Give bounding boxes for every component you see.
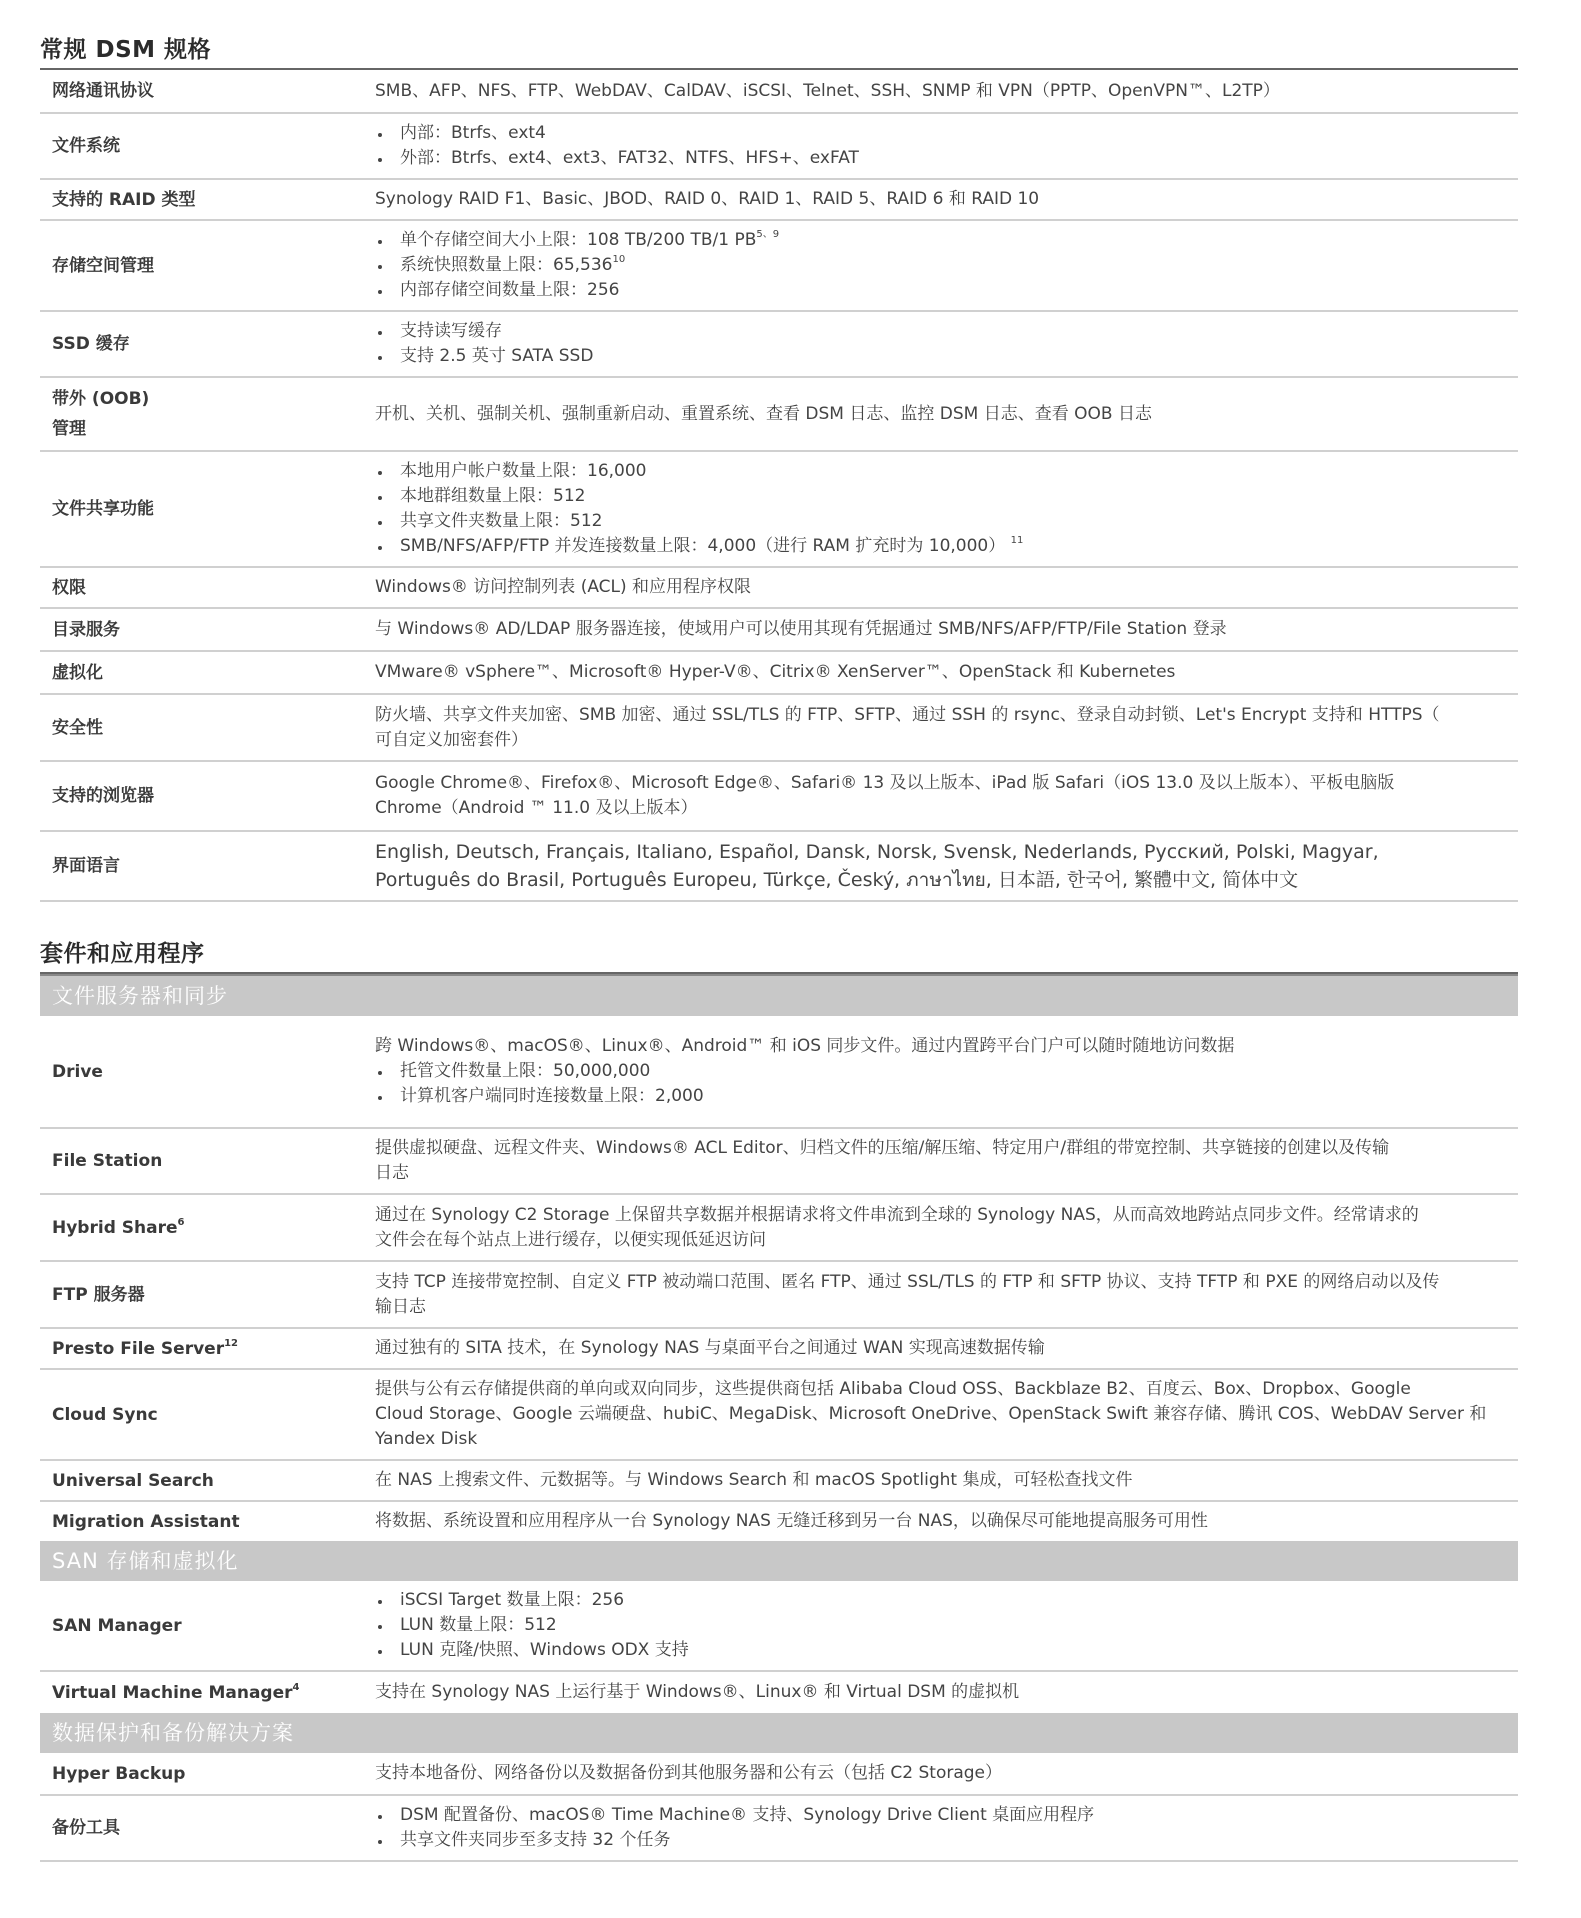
- bullet-text: SMB/NFS/AFP/FTP 并发连接数量上限：4,000（进行 RAM 扩充时为 10,000）: [400, 536, 1006, 556]
- spec-label: Universal Search: [52, 1470, 214, 1491]
- spec-value: [375, 79, 1518, 104]
- spec-text: VMware® vSphere™、Microsoft® Hyper-V®、Citrix® XenServer™、OpenStack 和 Kubernetes: [375, 662, 1176, 682]
- spec-text: 将数据、系统设置和应用程序从一台 Synology NAS 无缝迁移到另一台 NAS，以确保尽可能地提高服务可用性: [375, 1511, 1208, 1531]
- spec-row: [40, 1129, 1518, 1195]
- bullet-item: LUN 克隆/快照、Windows ODX 支持: [375, 1638, 1518, 1663]
- spec-text: 跨 Windows®、macOS®、Linux®、Android™ 和 iOS 同步文件。通过内置跨平台门户可以随时随地访问数据: [375, 1036, 1235, 1056]
- spec-value: [375, 187, 1518, 212]
- spec-text: 支持在 Synology NAS 上运行基于 Windows®、Linux® 和 Virtual DSM 的虚拟机: [375, 1682, 1020, 1702]
- spec-label: Hyper Backup: [52, 1763, 186, 1784]
- spec-value: [375, 1203, 1518, 1253]
- spec-label: SAN Manager: [52, 1615, 182, 1636]
- footnote-ref: 4: [292, 1681, 300, 1693]
- spec-label: 支持的浏览器: [52, 786, 154, 806]
- spec-row: [40, 1016, 1518, 1129]
- spec-value: [375, 1588, 1518, 1663]
- spec-label: 存储空间管理: [52, 255, 154, 276]
- spec-value: [375, 575, 1518, 600]
- bullet-item: 本地群组数量上限：512: [375, 484, 1518, 509]
- bullet-text: 系统快照数量上限：65,536: [400, 255, 613, 275]
- spec-label: [40, 1334, 375, 1364]
- spec-label: 备份工具: [52, 1818, 120, 1838]
- spec-row: [40, 1502, 1518, 1541]
- spec-value: [375, 771, 1518, 821]
- bullet-item: 内部：Btrfs、ext4: [375, 121, 1518, 146]
- spec-row: [40, 652, 1518, 695]
- spec-row: [40, 114, 1518, 180]
- spec-value: [375, 459, 1518, 559]
- spec-text: Português do Brasil, Português Europeu, Türkçe, Český, ภาษาไทย, 日本語, 한국어, 繁體中文, 简体中文: [375, 869, 1299, 891]
- spec-label: Drive: [52, 1061, 103, 1082]
- spec-text: 输日志: [375, 1296, 426, 1317]
- spec-text: SMB、AFP、NFS、FTP、WebDAV、CalDAV、iSCSI、Telnet、SSH、SNMP 和 VPN（PPTP、OpenVPN™、L2TP）: [375, 80, 1280, 101]
- spec-text: Chrome（Android ™ 11.0 及以上版本）: [375, 798, 698, 818]
- section-title-apps: [40, 920, 1518, 974]
- spec-text: Cloud Storage、Google 云端硬盘、hubiC、MegaDisk、Microsoft OneDrive、OpenStack Swift 兼容存储、腾讯 COS、WebDAV Server 和: [375, 1404, 1487, 1424]
- spec-row: [40, 1262, 1518, 1329]
- spec-value: [375, 121, 1518, 171]
- bullet-item: 共享文件夹同步至多支持 32 个任务: [375, 1828, 1518, 1853]
- bullet-text: 单个存储空间大小上限：108 TB/200 TB/1 PB: [400, 230, 757, 250]
- footnote-ref: 10: [612, 254, 626, 266]
- spec-label: [40, 384, 375, 444]
- spec-row: [40, 378, 1518, 452]
- spec-row: [40, 762, 1518, 832]
- spec-row: [40, 568, 1518, 609]
- spec-row: [40, 609, 1518, 652]
- spec-label: Migration Assistant: [52, 1511, 240, 1532]
- spec-label-text: Virtual Machine Manager: [52, 1682, 293, 1703]
- bullet-item: 共享文件夹数量上限：512: [375, 509, 1518, 534]
- spec-label-text: Presto File Server: [52, 1338, 225, 1359]
- spec-text: 提供与公有云存储提供商的单向或双向同步，这些提供商包括 Alibaba Cloud OSS、Backblaze B2、百度云、Box、Dropbox、Google: [375, 1379, 1411, 1399]
- spec-label: 界面语言: [52, 856, 120, 876]
- spec-value: [375, 1034, 1518, 1109]
- spec-value: [375, 617, 1518, 642]
- bullet-item: [375, 278, 1518, 303]
- spec-row: [40, 1796, 1518, 1862]
- spec-row: [40, 1370, 1518, 1461]
- spec-value: [375, 703, 1518, 753]
- spec-label: 支持的 RAID 类型: [52, 189, 196, 210]
- spec-text: 支持 TCP 连接带宽控制、自定义 FTP 被动端口范围、匿名 FTP、通过 SSL/TLS 的 FTP 和 SFTP 协议、支持 TFTP 和 PXE 的网络启动以及传: [375, 1271, 1440, 1292]
- spec-sheet: [40, 0, 1518, 1862]
- spec-label: [40, 1213, 375, 1243]
- spec-text: Google Chrome®、Firefox®、Microsoft Edge®、Safari® 13 及以上版本、iPad 版 Safari（iOS 13.0 及以上版本）、平板电脑版: [375, 773, 1395, 793]
- spec-row: [40, 70, 1518, 114]
- spec-label: 权限: [52, 577, 86, 598]
- spec-row: [40, 1461, 1518, 1502]
- spec-value: [375, 660, 1518, 685]
- bullet-item: 支持读写缓存: [375, 319, 1518, 344]
- spec-value: [375, 1680, 1518, 1705]
- spec-row: [40, 695, 1518, 762]
- spec-text: 通过在 Synology C2 Storage 上保留共享数据并根据请求将文件串流到全球的 Synology NAS，从而高效地跨站点同步文件。经常请求的: [375, 1204, 1419, 1225]
- footnote-ref: 11: [1010, 535, 1024, 547]
- spec-text: 提供虚拟硬盘、远程文件夹、Windows® ACL Editor、归档文件的压缩/解压缩、特定用户/群组的带宽控制、共享链接的创建以及传输: [375, 1138, 1390, 1158]
- spec-text: Yandex Disk: [375, 1429, 478, 1449]
- section-title-text: 套件和应用程序: [40, 941, 205, 967]
- bullet-text: 内部存储空间数量上限：256: [400, 280, 620, 300]
- spec-value: [375, 402, 1518, 427]
- spec-text: 文件会在每个站点上进行缓存，以便实现低延迟访问: [375, 1229, 766, 1250]
- spec-label-line: 带外 (OOB): [52, 389, 150, 409]
- spec-text: Synology RAID F1、Basic、JBOD、RAID 0、RAID 1、RAID 5、RAID 6 和 RAID 10: [375, 189, 1040, 209]
- spec-label: 目录服务: [52, 619, 120, 640]
- spec-row: [40, 1329, 1518, 1370]
- group-header: 数据保护和备份解决方案: [40, 1713, 1518, 1753]
- footnote-ref: 5、9: [756, 229, 780, 241]
- spec-value: [375, 228, 1518, 303]
- spec-value: [375, 1270, 1518, 1320]
- spec-row: [40, 452, 1518, 568]
- spec-value: [375, 1136, 1518, 1186]
- footnote-ref: 12: [224, 1337, 239, 1349]
- bullet-item: 托管文件数量上限：50,000,000: [375, 1059, 1518, 1084]
- spec-label-text: Hybrid Share: [52, 1217, 178, 1238]
- spec-row: [40, 1581, 1518, 1672]
- spec-row: [40, 312, 1518, 378]
- spec-label: Cloud Sync: [52, 1404, 158, 1425]
- spec-text: 通过独有的 SITA 技术，在 Synology NAS 与桌面平台之间通过 WAN 实现高速数据传输: [375, 1338, 1045, 1358]
- spec-value: [375, 838, 1518, 894]
- spec-label: 网络通讯协议: [52, 81, 154, 101]
- spec-value: [375, 1468, 1518, 1493]
- group-header: SAN 存储和虚拟化: [40, 1541, 1518, 1581]
- spec-label: FTP 服务器: [52, 1284, 145, 1305]
- spec-text: 可自定义加密套件）: [375, 729, 528, 750]
- spec-row: [40, 832, 1518, 902]
- bullet-item: 外部：Btrfs、ext4、ext3、FAT32、NTFS、HFS+、exFAT: [375, 146, 1518, 171]
- spec-text: 防火墙、共享文件夹加密、SMB 加密、通过 SSL/TLS 的 FTP、SFTP、通过 SSH 的 rsync、登录自动封锁、Let's Encrypt 支持和 HTTPS（: [375, 704, 1440, 725]
- bullet-item: [375, 253, 1518, 278]
- spec-label: 文件系统: [52, 136, 120, 156]
- spec-text: 支持本地备份、网络备份以及数据备份到其他服务器和公有云（包括 C2 Storage）: [375, 1763, 1003, 1783]
- bullet-item: 计算机客户端同时连接数量上限：2,000: [375, 1084, 1518, 1109]
- spec-row: [40, 1753, 1518, 1796]
- spec-label: 安全性: [52, 717, 103, 738]
- spec-row: [40, 221, 1518, 312]
- bullet-item: DSM 配置备份、macOS® Time Machine® 支持、Synology Drive Client 桌面应用程序: [375, 1803, 1518, 1828]
- spec-label: 虚拟化: [52, 662, 103, 683]
- bullet-item: [375, 534, 1518, 559]
- spec-value: [375, 1509, 1518, 1534]
- spec-label: 文件共享功能: [52, 499, 154, 519]
- spec-row: [40, 180, 1518, 221]
- spec-label: [40, 1678, 375, 1708]
- spec-value: [375, 1336, 1518, 1361]
- spec-text: English, Deutsch, Français, Italiano, Español, Dansk, Norsk, Svensk, Nederlands, Русский, Polski, Magyar,: [375, 841, 1379, 863]
- spec-row: [40, 1672, 1518, 1713]
- spec-value: [375, 1803, 1518, 1853]
- spec-text: 开机、关机、强制关机、强制重新启动、重置系统、查看 DSM 日志、监控 DSM 日志、查看 OOB 日志: [375, 403, 1152, 424]
- section-title-general: [40, 0, 1518, 70]
- bullet-item: 支持 2.5 英寸 SATA SSD: [375, 344, 1518, 369]
- spec-label: SSD 缓存: [52, 334, 130, 354]
- spec-text: Windows® 访问控制列表 (ACL) 和应用程序权限: [375, 577, 752, 597]
- spec-row: [40, 1195, 1518, 1262]
- bullet-item: LUN 数量上限：512: [375, 1613, 1518, 1638]
- spec-label-line: 管理: [52, 419, 86, 439]
- spec-value: [375, 1761, 1518, 1786]
- spec-label: File Station: [52, 1151, 163, 1171]
- bullet-item: iSCSI Target 数量上限：256: [375, 1588, 1518, 1613]
- spec-value: [375, 1377, 1518, 1452]
- spec-text: 日志: [375, 1163, 409, 1183]
- footnote-ref: 6: [177, 1216, 185, 1228]
- bullet-item: 本地用户帐户数量上限：16,000: [375, 459, 1518, 484]
- spec-text: 与 Windows® AD/LDAP 服务器连接，使域用户可以使用其现有凭据通过 SMB/NFS/AFP/FTP/File Station 登录: [375, 619, 1227, 639]
- spec-value: [375, 319, 1518, 369]
- spec-text: 在 NAS 上搜索文件、元数据等。与 Windows Search 和 macOS Spotlight 集成，可轻松查找文件: [375, 1470, 1133, 1490]
- bullet-item: [375, 228, 1518, 253]
- section-title-text: 常规 DSM 规格: [40, 37, 212, 63]
- group-header: 文件服务器和同步: [40, 974, 1518, 1016]
